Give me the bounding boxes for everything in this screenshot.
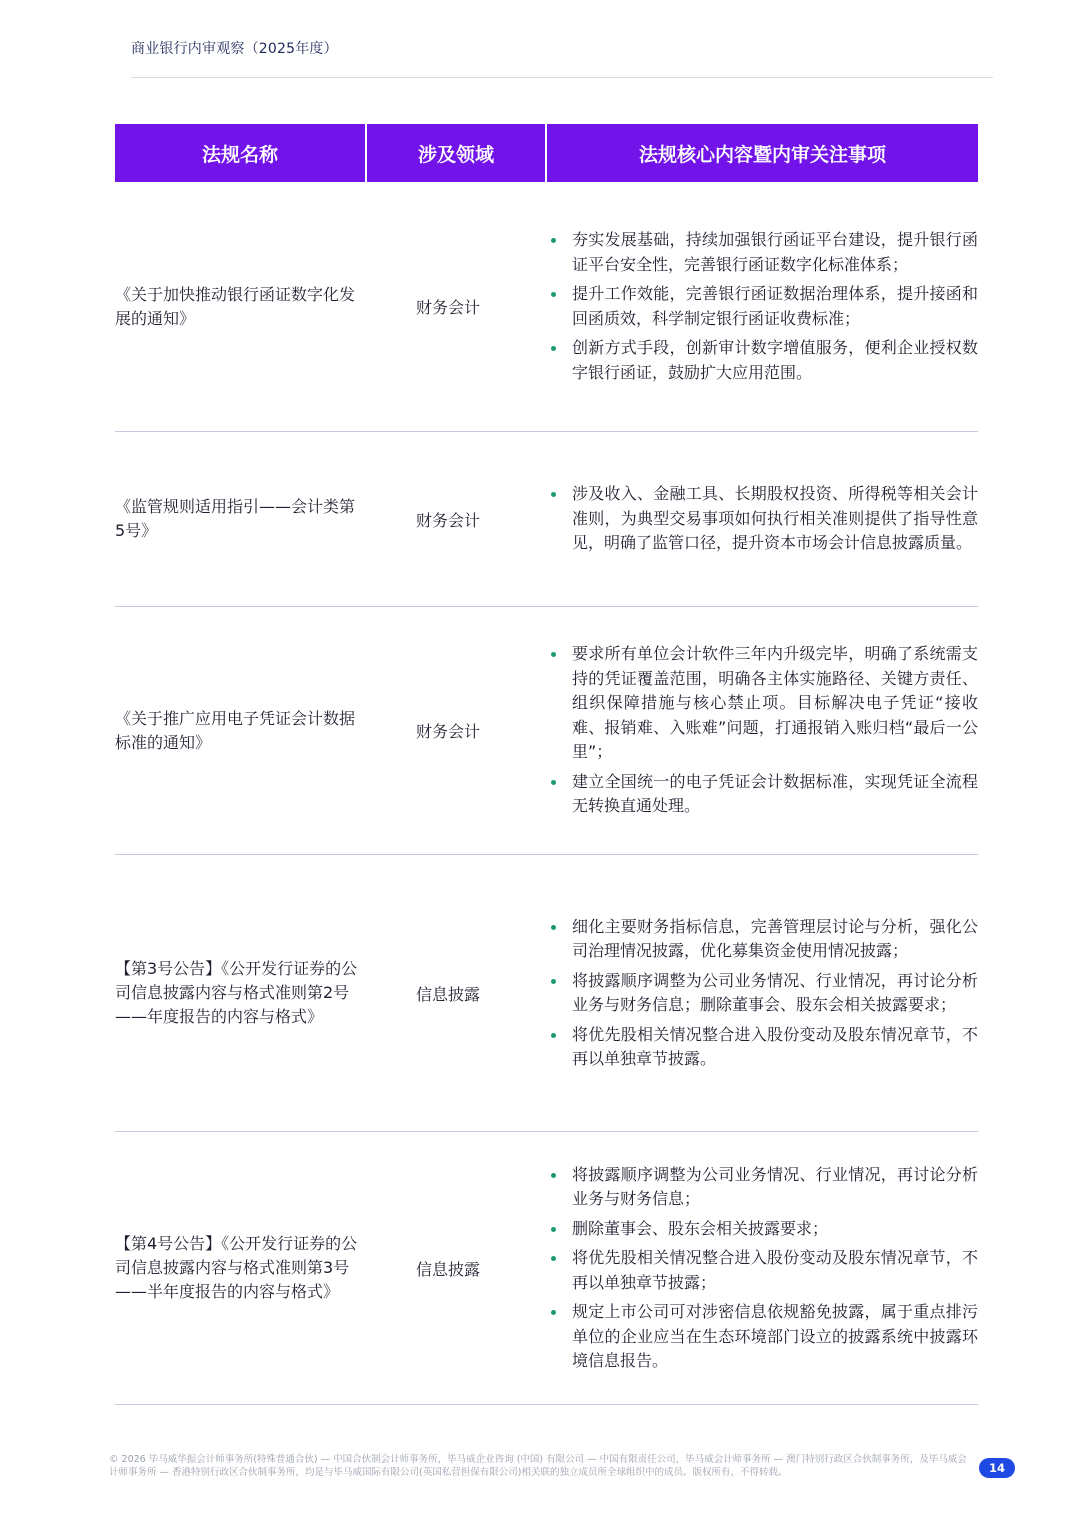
regulation-name: 《关于加快推动银行函证数字化发展的通知》 bbox=[115, 284, 356, 328]
page-number-badge: 14 bbox=[979, 1458, 1015, 1478]
table-row bbox=[115, 607, 978, 855]
header-divider bbox=[131, 77, 993, 78]
field-label: 信息披露 bbox=[415, 1259, 480, 1279]
list-item: 细化主要财务指标信息，完善管理层讨论与分析，强化公司治理情况披露，优化募集资金使用情况披露； bbox=[547, 915, 978, 964]
field-cell bbox=[367, 855, 547, 1131]
list-item: 要求所有单位会计软件三年内升级完毕，明确了系统需支持的凭证覆盖范围，明确各主体实施路径、关键方责任、组织保障措施与核心禁止项。目标解决电子凭证“接收难、报销难、入账难”问题，打通报销入账归档“最后一公里”； bbox=[547, 642, 978, 765]
core-content-list bbox=[547, 637, 978, 824]
field-cell bbox=[367, 1132, 547, 1404]
core-content-cell bbox=[547, 1132, 978, 1404]
table-row bbox=[115, 1132, 978, 1405]
regulation-name-cell bbox=[115, 432, 367, 606]
list-item: 涉及收入、金融工具、长期股权投资、所得税等相关会计准则，为典型交易事项如何执行相关准则提供了指导性意见，明确了监管口径，提升资本市场会计信息披露质量。 bbox=[547, 482, 978, 556]
regulation-name: 《关于推广应用电子凭证会计数据标准的通知》 bbox=[115, 708, 356, 752]
list-item: 将披露顺序调整为公司业务情况、行业情况，再讨论分析业务与财务信息；删除董事会、股东会相关披露要求； bbox=[547, 969, 978, 1018]
list-item: 建立全国统一的电子凭证会计数据标准，实现凭证全流程无转换直通处理。 bbox=[547, 770, 978, 819]
core-content-cell bbox=[547, 607, 978, 854]
list-item: 创新方式手段，创新审计数字增值服务，便利企业授权数字银行函证，鼓励扩大应用范围。 bbox=[547, 336, 978, 385]
field-label: 财务会计 bbox=[415, 298, 480, 317]
list-item: 将披露顺序调整为公司业务情况、行业情况，再讨论分析业务与财务信息； bbox=[547, 1163, 978, 1212]
regulation-table bbox=[115, 124, 978, 1405]
field-label: 财务会计 bbox=[415, 722, 480, 741]
core-content-cell bbox=[547, 855, 978, 1131]
document-header-title: 商业银行内审观察（2025年度） bbox=[131, 41, 338, 57]
list-item: 规定上市公司可对涉密信息依规豁免披露，属于重点排污单位的企业应当在生态环境部门设立的披露系统中披露环境信息报告。 bbox=[547, 1300, 978, 1374]
core-content-list bbox=[547, 1158, 978, 1379]
core-content-list bbox=[547, 477, 978, 561]
list-item: 提升工作效能，完善银行函证数据治理体系，提升接函和回函质效，科学制定银行函证收费标准； bbox=[547, 282, 978, 331]
regulation-name-cell bbox=[115, 182, 367, 431]
core-content-cell bbox=[547, 432, 978, 606]
regulation-name-cell bbox=[115, 1132, 367, 1404]
list-item: 将优先股相关情况整合进入股份变动及股东情况章节，不再以单独章节披露； bbox=[547, 1246, 978, 1295]
core-content-list bbox=[547, 223, 978, 390]
footer-copyright: © 2026 毕马威华振会计师事务所(特殊普通合伙) — 中国合伙制会计师事务所，毕马威企业咨询 (中国) 有限公司 — 中国有限责任公司，毕马威会计师事务所 — 澳门特别行政区合伙制事务所，及毕马威会计师事务所 — 香港特别行政区合伙制事务所，均是与毕马威国际有限公司(英国私营担保有限公司)相关联的独立成员所全球组织中的成员。版权所有，不得转载。 bbox=[109, 1454, 967, 1478]
field-cell bbox=[367, 182, 547, 431]
list-item: 删除董事会、股东会相关披露要求； bbox=[547, 1217, 978, 1242]
core-content-cell bbox=[547, 182, 978, 431]
table-body bbox=[115, 182, 978, 1405]
list-item: 将优先股相关情况整合进入股份变动及股东情况章节，不再以单独章节披露。 bbox=[547, 1023, 978, 1072]
table-row bbox=[115, 432, 978, 607]
regulation-name: 【第3号公告】《公开发行证券的公司信息披露内容与格式准则第2号——年度报告的内容与格式》 bbox=[115, 959, 358, 1026]
column-header-core-content: 法规核心内容暨内审关注事项 bbox=[638, 143, 886, 166]
regulation-name: 【第4号公告】《公开发行证券的公司信息披露内容与格式准则第3号——半年度报告的内容与格式》 bbox=[115, 1234, 358, 1301]
table-row bbox=[115, 855, 978, 1132]
table-row bbox=[115, 182, 978, 432]
regulation-name: 《监管规则适用指引——会计类第5号》 bbox=[115, 497, 356, 540]
list-item: 夯实发展基础，持续加强银行函证平台建设，提升银行函证平台安全性，完善银行函证数字化标准体系； bbox=[547, 228, 978, 277]
field-label: 信息披露 bbox=[415, 984, 480, 1004]
regulation-name-cell bbox=[115, 855, 367, 1131]
core-content-list bbox=[547, 910, 978, 1077]
table-header-row bbox=[115, 124, 978, 182]
field-cell bbox=[367, 607, 547, 854]
field-cell bbox=[367, 432, 547, 606]
column-header-field: 涉及领域 bbox=[367, 124, 547, 182]
regulation-name-cell bbox=[115, 607, 367, 854]
field-label: 财务会计 bbox=[415, 510, 480, 530]
column-header-regulation-name: 法规名称 bbox=[115, 124, 367, 182]
